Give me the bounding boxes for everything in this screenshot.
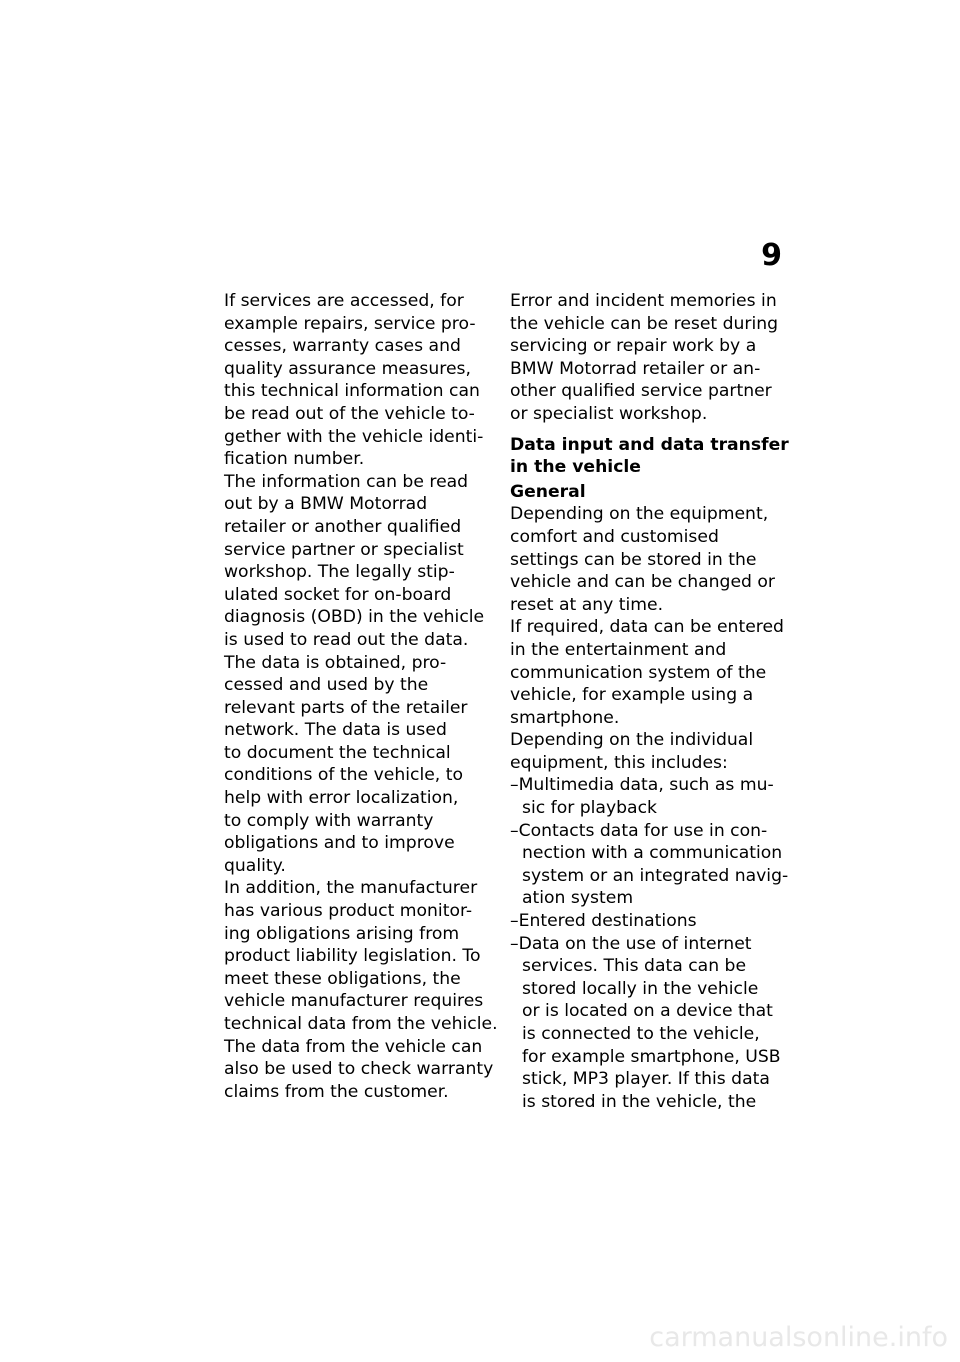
- text-line: fication number.: [224, 449, 365, 470]
- list-item: [510, 933, 782, 1114]
- text-line: BMW Motorrad retailer or an-: [510, 358, 761, 379]
- text-line: ulated socket for on-board: [224, 584, 452, 605]
- list-item-line: ation system: [522, 888, 634, 909]
- section-heading: in the vehicle: [510, 457, 641, 478]
- spacer: [510, 426, 782, 434]
- text-line: service partner or specialist: [224, 539, 464, 560]
- text-line: ing obligations arising from: [224, 923, 460, 944]
- text-line: In addition, the manufacturer: [224, 878, 478, 899]
- text-line: the vehicle can be reset during: [510, 313, 779, 334]
- text-line: The data from the vehicle can: [224, 1036, 483, 1057]
- list-item-line: is stored in the vehicle, the: [522, 1091, 757, 1112]
- page-number: 9: [761, 238, 782, 273]
- text-line: servicing or repair work by a: [510, 336, 757, 357]
- list-item-line: –Multimedia data, such as mu-: [510, 775, 774, 796]
- list-item-line: is connected to the vehicle,: [522, 1024, 760, 1044]
- text-line: in the entertainment and: [510, 639, 727, 660]
- right-column: [510, 290, 789, 1113]
- text-line: smartphone.: [510, 707, 620, 728]
- text-line: claims from the customer.: [224, 1081, 449, 1102]
- list-item-line: services. This data can be: [522, 956, 747, 977]
- text-line: be read out of the vehicle to-: [224, 403, 475, 424]
- list-item-line: system or an integrated navig-: [522, 865, 789, 886]
- text-line: network. The data is used: [224, 720, 447, 741]
- text-line: to document the technical: [224, 742, 451, 763]
- list-item-line: for example smartphone, USB: [522, 1046, 781, 1067]
- text-line: diagnosis (OBD) in the vehicle: [224, 607, 485, 628]
- text-line: vehicle and can be changed or: [510, 572, 775, 593]
- text-line: reset at any time.: [510, 594, 664, 615]
- text-line: retailer or another qualified: [224, 516, 462, 537]
- section-heading: Data input and data transfer: [510, 434, 789, 455]
- text-line: equipment, this includes:: [510, 752, 728, 773]
- text-line: help with error localization,: [224, 788, 459, 809]
- text-line: other qualified service partner: [510, 381, 772, 402]
- text-line: communication system of the: [510, 662, 767, 683]
- text-line: has various product monitor-: [224, 901, 473, 922]
- text-line: workshop. The legally stip-: [224, 562, 455, 583]
- text-line: example repairs, service pro-: [224, 313, 476, 334]
- text-line: quality.: [224, 855, 286, 876]
- list-item: [510, 910, 782, 933]
- text-line: is used to read out the data.: [224, 629, 469, 650]
- text-line: relevant parts of the retailer: [224, 697, 468, 718]
- list-item-line: stored locally in the vehicle: [522, 978, 759, 999]
- list-item-line: nection with a communication: [522, 843, 783, 864]
- list-item-line: or is located on a device that: [522, 1001, 773, 1022]
- text-line: technical data from the vehicle.: [224, 1014, 498, 1034]
- text-line: quality assurance measures,: [224, 358, 471, 379]
- text-line: vehicle manufacturer requires: [224, 991, 484, 1012]
- list-item-line: –Data on the use of internet: [510, 933, 752, 954]
- left-column: [224, 290, 498, 1103]
- text-line: out by a BMW Motorrad: [224, 494, 428, 515]
- text-line: The data is obtained, pro-: [224, 652, 447, 673]
- text-line: Error and incident memories in: [510, 291, 777, 311]
- text-line: comfort and customised: [510, 526, 719, 547]
- list-item-line: –Contacts data for use in con-: [510, 820, 768, 841]
- watermark: carmanualsonline.info: [649, 1322, 948, 1353]
- text-line: settings can be stored in the: [510, 549, 757, 570]
- text-line: The information can be read: [224, 471, 469, 492]
- text-line: product liability legislation. To: [224, 946, 481, 967]
- text-line: gether with the vehicle identi-: [224, 426, 484, 447]
- text-line: meet these obligations, the: [224, 968, 461, 989]
- text-line: vehicle, for example using a: [510, 685, 754, 706]
- text-line: or specialist workshop.: [510, 403, 708, 424]
- text-line: cesses, warranty cases and: [224, 336, 461, 357]
- text-line: Depending on the equipment,: [510, 504, 769, 525]
- list-item-line: stick, MP3 player. If this data: [522, 1069, 770, 1090]
- text-line: this technical information can: [224, 381, 480, 402]
- text-line: to comply with warranty: [224, 810, 434, 831]
- text-line: cessed and used by the: [224, 675, 429, 696]
- subheading: General: [510, 481, 586, 502]
- text-line: obligations and to improve: [224, 833, 455, 854]
- text-line: conditions of the vehicle, to: [224, 765, 463, 786]
- text-line: If required, data can be entered: [510, 617, 784, 638]
- list-item-line: sic for playback: [522, 798, 657, 819]
- text-line: Depending on the individual: [510, 730, 754, 751]
- list-item: [510, 820, 789, 910]
- text-line: also be used to check warranty: [224, 1059, 494, 1080]
- list-item: [510, 774, 782, 819]
- text-line: If services are accessed, for: [224, 291, 464, 311]
- list-item-line: –Entered destinations: [510, 911, 697, 932]
